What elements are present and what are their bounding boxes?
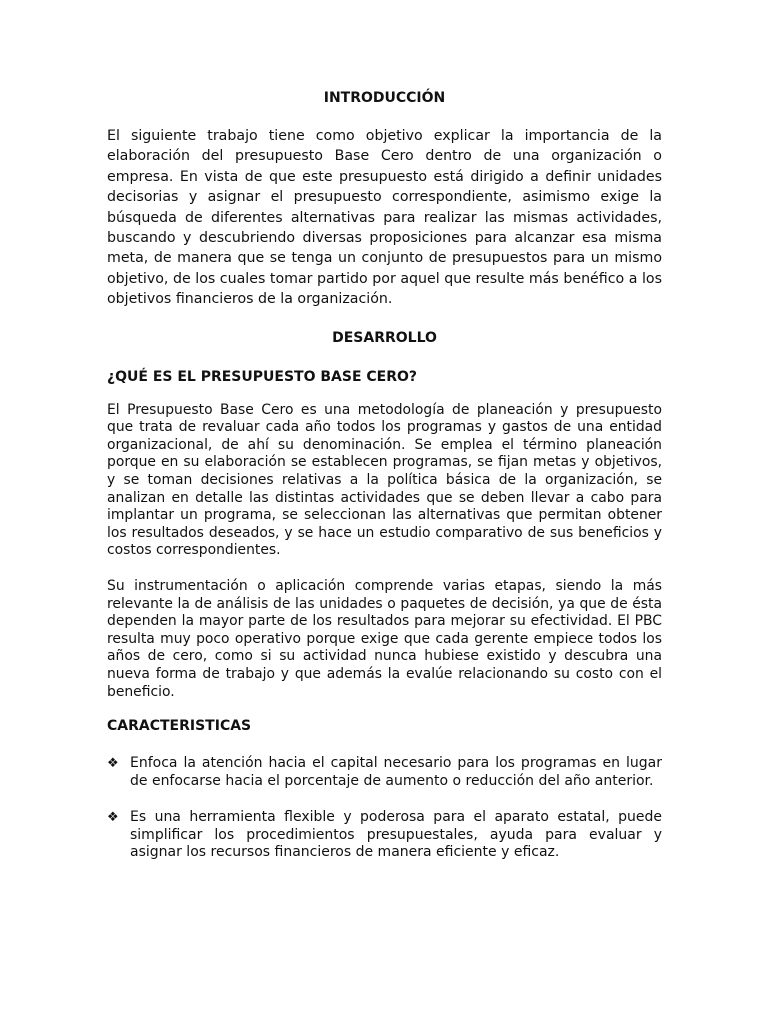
implementation-paragraph: Su instrumentación o aplicación comprende varias etapas, siendo la más relevante la de análisis de las unidades o paquetes de decisión, ya que de ésta dependen la mayor parte de los resultados para mejorar su efectividad. El PBC resulta muy poco operativo porque exige que cada gerente empiece todos los años de cero, como si su actividad nunca hubiese existido y descubra una nueva forma de trabajo y que además la evalúe relacionando su costo con el beneficio. bbox=[107, 578, 662, 700]
characteristics-heading: CARACTERISTICAS bbox=[107, 718, 252, 735]
diamond-bullet-icon: ❖ bbox=[107, 756, 119, 772]
question-heading: ¿QUÉ ES EL PRESUPUESTO BASE CERO? bbox=[107, 368, 418, 385]
document-page bbox=[107, 88, 662, 862]
definition-paragraph: El Presupuesto Base Cero es una metodología de planeación y presupuesto que trata de revaluar cada año todos los programas y gastos de una entidad organizacional, de ahí su denominación. Se emplea el término planeación porque en su elaboración se establecen programas, se fijan metas y objetivos, y se toman decisiones relativas a la política básica de la organización, se analizan en detalle las distintas actividades que se deben llevar a cabo para implantar un programa, se seleccionan las alternativas que permitan obtener los resultados deseados, y se hace un estudio comparativo de sus beneficios y costos correspondientes. bbox=[107, 401, 662, 559]
desarrollo-heading: DESARROLLO bbox=[332, 329, 437, 346]
list-item-text: Enfoca la atención hacia el capital necesario para los programas en lugar de enfocarse hacia el porcentaje de aumento o reducción del año anterior. bbox=[130, 755, 662, 789]
list-item bbox=[107, 809, 662, 862]
characteristics-list bbox=[107, 755, 662, 862]
list-item bbox=[107, 755, 662, 791]
diamond-bullet-icon: ❖ bbox=[107, 809, 119, 825]
intro-paragraph: El siguiente trabajo tiene como objetivo explicar la importancia de la elaboración del presupuesto Base Cero dentro de una organización o empresa. En vista de que este presupuesto está dirigido a definir unidades decisorias y asignar el presupuesto correspondiente, asimismo exige la búsqueda de diferentes alternativas para realizar las mismas actividades, buscando y descubriendo diversas proposiciones para alcanzar esa misma meta, de manera que se tenga un conjunto de presupuestos para un mismo objetivo, de los cuales tomar partido por aquel que resulte más benéfico a los objetivos financieros de la organización. bbox=[107, 128, 662, 308]
intro-heading: INTRODUCCIÓN bbox=[323, 90, 446, 106]
list-item-text: Es una herramienta flexible y poderosa para el aparato estatal, puede simplificar los procedimientos presupuestales, ayuda para evaluar y asignar los recursos financieros de manera eficiente y eficaz. bbox=[130, 808, 662, 861]
